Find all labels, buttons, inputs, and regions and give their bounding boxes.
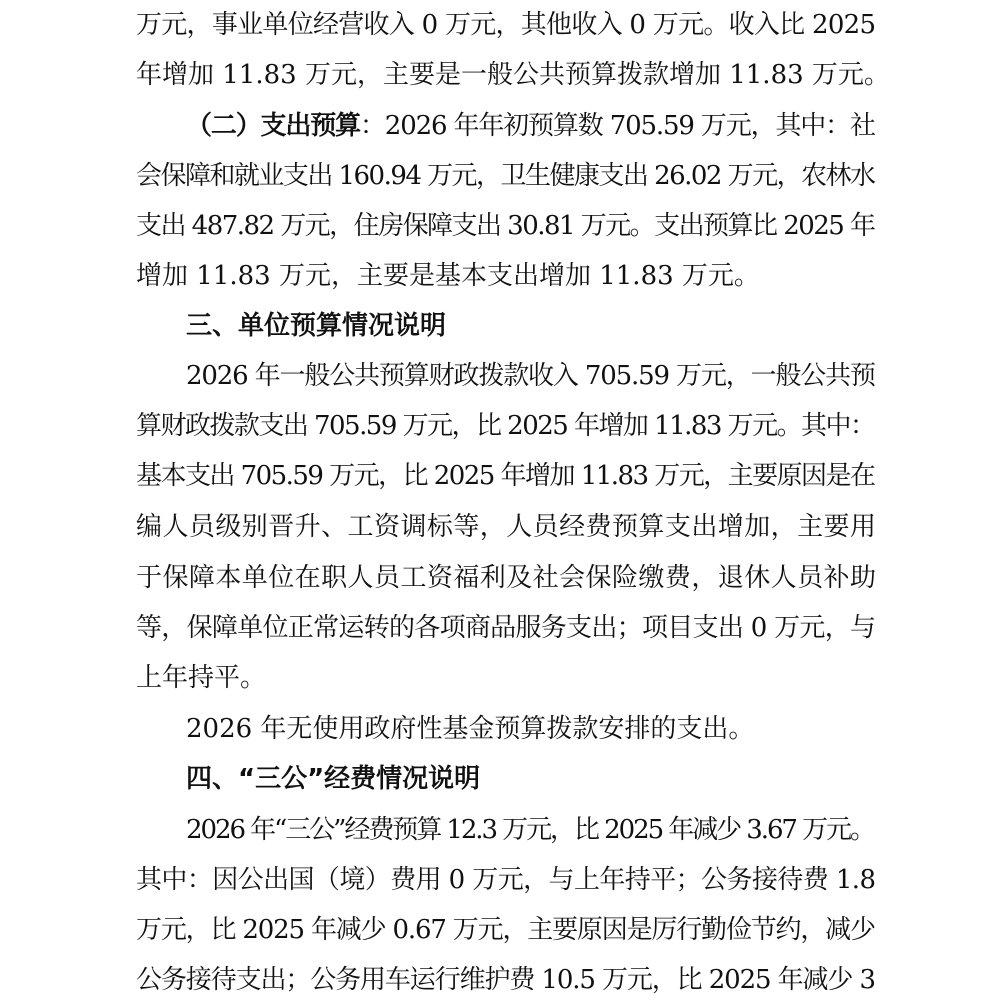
paragraph-line: 万元，比 2025 年减少 0.67 万元，主要原因是厉行勤俭节约，减少 bbox=[136, 915, 875, 945]
subsection-text: ：2026 年年初预算数 705.59 万元，其中：社 bbox=[359, 111, 875, 141]
paragraph-line: 增加 11.83 万元，主要是基本支出增加 11.83 万元。 bbox=[136, 261, 760, 291]
paragraph-line: 上年持平。 bbox=[136, 663, 267, 693]
paragraph-line: 其中：因公出国（境）费用 0 万元，与上年持平；公务接待费 1.8 bbox=[136, 865, 876, 895]
subsection-line bbox=[186, 101, 875, 152]
paragraph-line: 等，保障单位正常运转的各项商品服务支出；项目支出 0 万元，与 bbox=[136, 613, 876, 643]
paragraph-line: 编人员级别晋升、工资调标等，人员经费预算支出增加，主要用 bbox=[136, 512, 877, 542]
paragraph-line: 万元，事业单位经营收入 0 万元，其他收入 0 万元。收入比 2025 bbox=[136, 10, 876, 40]
paragraph-line: 2026 年无使用政府性基金预算拨款安排的支出。 bbox=[186, 714, 755, 744]
section-heading: 四、“三公”经费情况说明 bbox=[186, 764, 481, 794]
paragraph-line: 年增加 11.83 万元，主要是一般公共预算拨款增加 11.83 万元。 bbox=[136, 60, 890, 90]
paragraph-line: 于保障本单位在职人员工资福利及社会保险缴费，退休人员补助 bbox=[136, 563, 877, 593]
paragraph-line: 会保障和就业支出 160.94 万元，卫生健康支出 26.02 万元，农林水 bbox=[136, 161, 875, 191]
paragraph-line: 算财政拨款支出 705.59 万元，比 2025 年增加 11.83 万元。其中： bbox=[136, 411, 875, 441]
paragraph-line: 基本支出 705.59 万元，比 2025 年增加 11.83 万元，主要原因是在 bbox=[136, 461, 875, 491]
subsection-title: （二）支出预算 bbox=[186, 111, 360, 141]
paragraph-line: 公务接待支出；公务用车运行维护费 10.5 万元，比 2025 年减少 3 bbox=[136, 965, 875, 995]
paragraph-line: 2026 年“三公”经费预算 12.3 万元，比 2025 年减少 3.67 万元。 bbox=[186, 815, 874, 845]
paragraph-line: 支出 487.82 万元，住房保障支出 30.81 万元。支出预算比 2025 年 bbox=[136, 211, 875, 241]
section-heading: 三、单位预算情况说明 bbox=[186, 311, 447, 341]
paragraph-line: 2026 年一般公共预算财政拨款收入 705.59 万元，一般公共预 bbox=[186, 361, 875, 391]
